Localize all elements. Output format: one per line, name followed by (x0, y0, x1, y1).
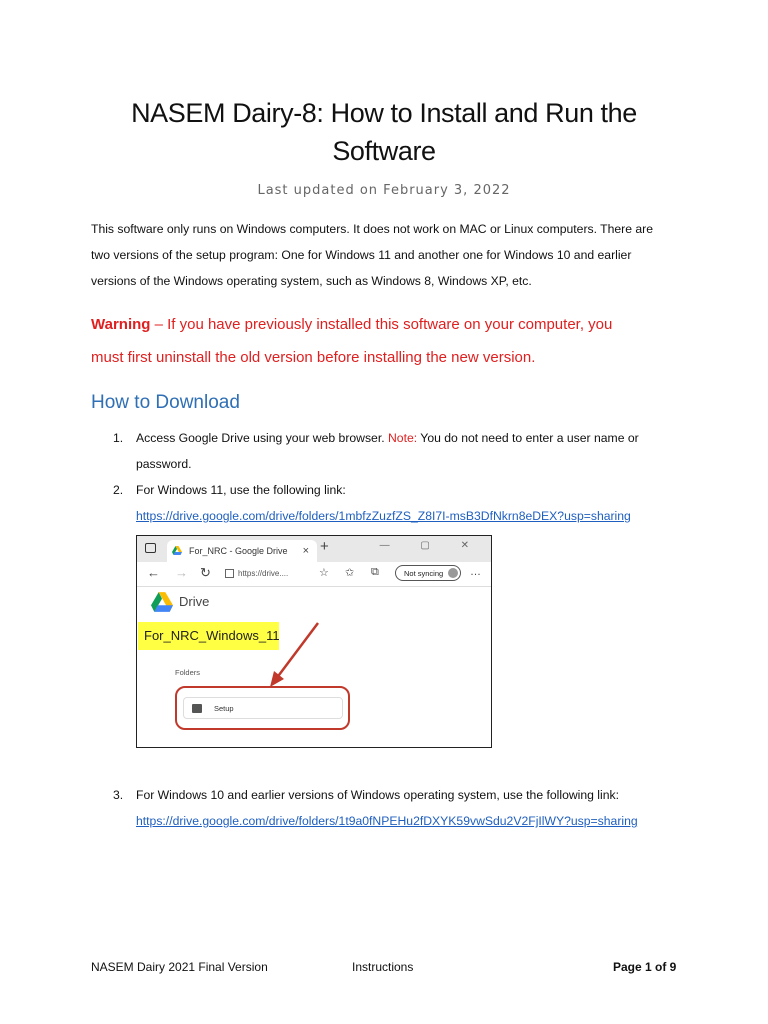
warning-paragraph (91, 308, 691, 374)
sync-label: Not syncing (404, 569, 444, 578)
folder-highlight: For_NRC_Windows_11 (138, 622, 279, 650)
window-controls: — ▢ ✕ (379, 540, 483, 551)
list-number: 3. (113, 788, 124, 802)
warning-text-2: must first uninstall the old version before installing the new version. (91, 349, 536, 366)
list-number: 1. (113, 431, 124, 445)
forward-icon: → (175, 565, 188, 580)
section-heading: How to Download (91, 392, 240, 413)
favorites-list-icon: ✩ (345, 567, 355, 579)
google-drive-logo-icon (151, 592, 173, 612)
list-item-2 (113, 477, 693, 529)
new-tab-icon: + (320, 538, 329, 555)
step-3-text: For Windows 10 and earlier versions of Windows operating system, use the following link: (136, 788, 619, 802)
footer-center: Instructions (352, 960, 414, 974)
avatar (448, 568, 458, 578)
back-icon: ← (147, 565, 160, 580)
drive-screenshot (136, 535, 492, 748)
collections-icon: ⧉ (371, 566, 379, 578)
address-bar (137, 562, 491, 587)
lock-icon (225, 569, 234, 578)
list-item-1 (113, 425, 693, 477)
tab-title: For_NRC - Google Drive (189, 546, 288, 556)
url-field (225, 566, 317, 582)
sync-button (395, 565, 461, 581)
folder-name: Setup (214, 704, 234, 713)
annotation-circle (175, 686, 350, 730)
intro-line-2: two versions of the setup program: One for Windows 11 and another one for Windows 10 and earlier (91, 248, 632, 262)
warning-text-1: – If you have previously installed this software on your computer, you (150, 316, 613, 333)
step-1-text-c: password. (136, 457, 192, 471)
title-line-1: NASEM Dairy-8: How to Install and Run the (131, 98, 637, 128)
windows-10-link[interactable]: https://drive.google.com/drive/folders/1t9a0fNPEHu2fDXYK59vwSdu2V2FjIlWY?usp=sharing (136, 814, 638, 828)
intro-line-1: This software only runs on Windows computers. It does not work on MAC or Linux computers. There are (91, 222, 653, 236)
last-updated: Last updated on February 3, 2022 (257, 183, 511, 198)
url-text: https://drive.... (238, 569, 289, 578)
title-line-2: Software (332, 136, 436, 166)
list-item-3 (113, 782, 693, 834)
step-1-text-b: You do not need to enter a user name or (417, 431, 639, 445)
more-icon: … (470, 566, 481, 578)
browser-tab (167, 540, 317, 562)
favorite-icon: ☆ (319, 567, 329, 579)
warning-label: Warning (91, 316, 151, 333)
list-number: 2. (113, 483, 124, 497)
document-title (60, 94, 708, 170)
close-icon: × (302, 545, 309, 557)
intro-line-3: versions of the Windows operating system, such as Windows 8, Windows XP, etc. (91, 274, 532, 288)
tab-actions-icon (145, 543, 156, 553)
step-1-text-a: Access Google Drive using your web browser. (136, 431, 388, 445)
drive-label: Drive (179, 594, 210, 609)
folders-label: Folders (175, 668, 201, 677)
intro-paragraph (91, 216, 691, 294)
footer-left: NASEM Dairy 2021 Final Version (91, 960, 268, 974)
note-label: Note: (388, 431, 418, 445)
footer-page-number: Page 1 of 9 (613, 960, 677, 974)
step-2-text: For Windows 11, use the following link: (136, 483, 346, 497)
google-drive-icon (172, 546, 182, 555)
browser-tab-bar (137, 536, 491, 562)
refresh-icon: ↻ (200, 565, 211, 580)
windows-11-link[interactable]: https://drive.google.com/drive/folders/1mbfzZuzfZS_Z8I7I-msB3DfNkrn8eDEX?usp=sharing (136, 509, 631, 523)
annotation-arrow-icon (262, 621, 332, 691)
